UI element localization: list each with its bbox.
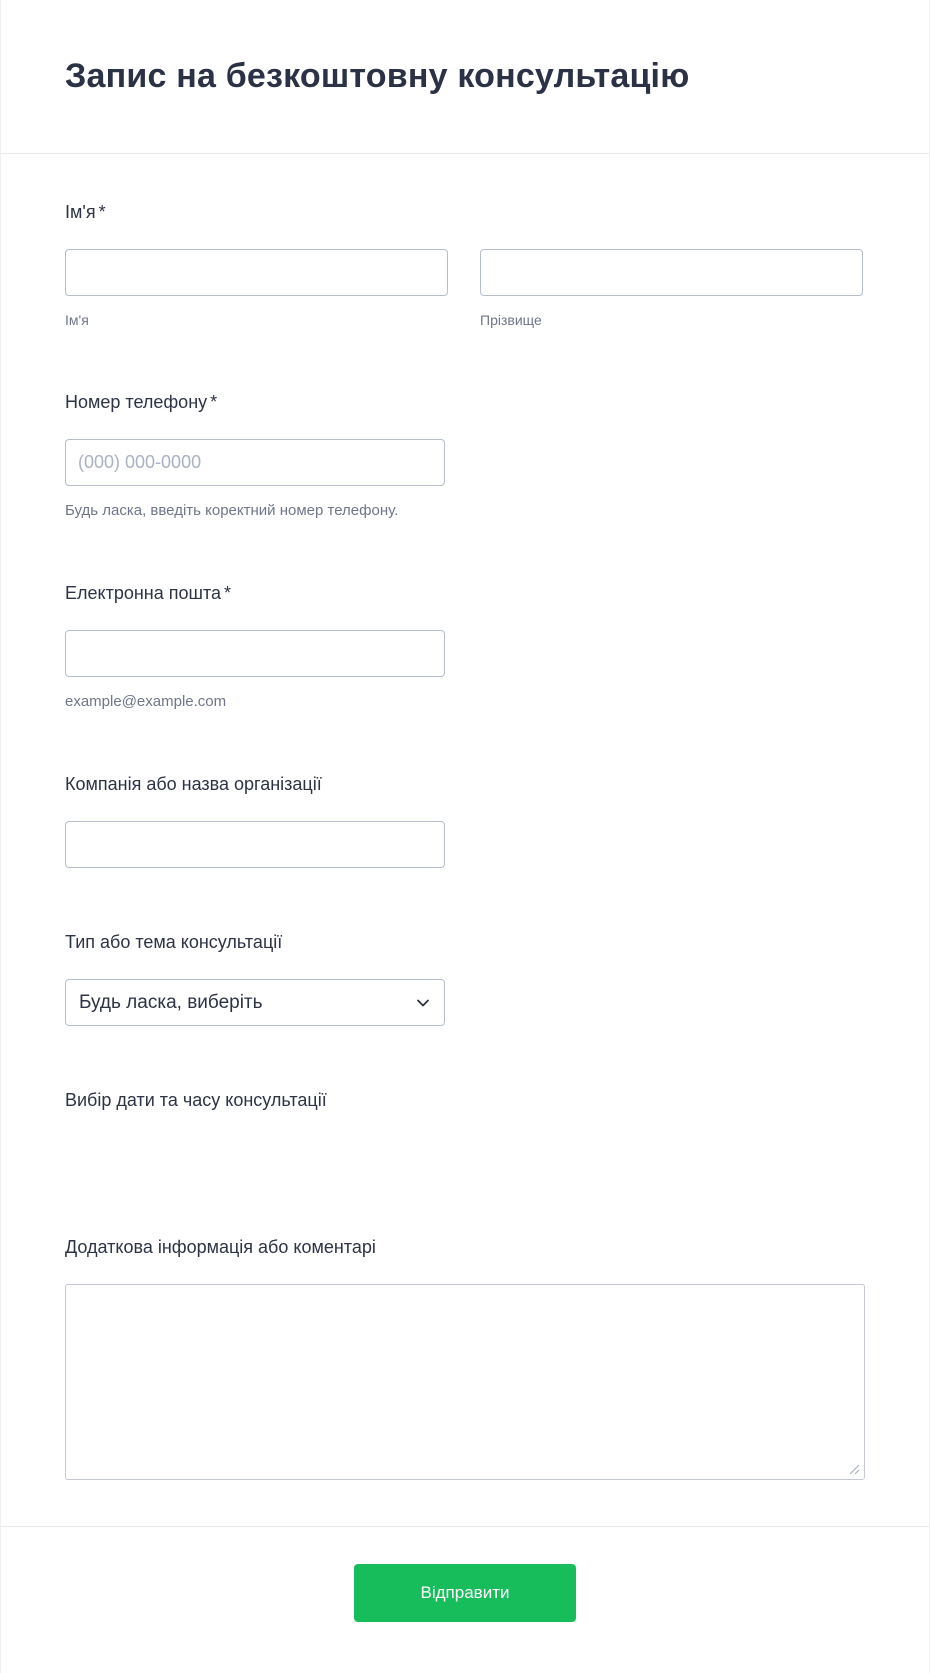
required-marker: *: [224, 583, 232, 603]
company-label: Компанія або назва організації: [65, 774, 322, 794]
name-label: [65, 202, 865, 223]
phone-label: [65, 392, 865, 413]
name-field: [65, 202, 865, 328]
page-title: Запис на безкоштовну консультацію: [65, 57, 690, 95]
comments-field: [65, 1237, 865, 1480]
chevron-down-icon: [415, 995, 431, 1011]
email-field: [65, 583, 865, 710]
phone-label-text: Номер телефону: [65, 392, 208, 412]
email-label-text: Електронна пошта: [65, 583, 222, 603]
name-inputs-row: [65, 249, 865, 328]
phone-hint: Будь ласка, введіть коректний номер телефону.: [65, 502, 399, 519]
required-marker: *: [210, 392, 218, 412]
email-label: [65, 583, 865, 604]
form-body: [1, 202, 929, 1480]
comments-textarea[interactable]: [65, 1284, 865, 1480]
first-name-input[interactable]: [65, 249, 448, 296]
email-hint: example@example.com: [65, 693, 227, 710]
company-input[interactable]: [65, 821, 445, 868]
first-name-column: [65, 249, 448, 328]
last-name-input[interactable]: [480, 249, 863, 296]
appointment-field: [65, 1090, 865, 1157]
consultation-type-selected-value: Будь ласка, виберіть: [79, 991, 263, 1013]
submit-button[interactable]: Відправити: [354, 1564, 576, 1622]
email-input[interactable]: [65, 630, 445, 677]
phone-input[interactable]: [65, 439, 445, 486]
first-name-sublabel: Ім'я: [65, 312, 89, 328]
company-field: [65, 774, 865, 868]
consultation-type-label: Тип або тема консультації: [65, 932, 283, 952]
last-name-sublabel: Прізвище: [480, 312, 542, 328]
phone-field: [65, 392, 865, 519]
form-header: [1, 0, 929, 154]
comments-textarea-wrap: [65, 1284, 865, 1480]
comments-label: Додаткова інформація або коментарі: [65, 1237, 376, 1257]
name-label-text: Ім'я: [65, 202, 96, 222]
form-footer: [1, 1526, 929, 1673]
appointment-label: Вибір дати та часу консультації: [65, 1090, 327, 1110]
last-name-column: [480, 249, 863, 328]
consultation-type-field: [65, 932, 865, 1026]
appointment-widget-area: [65, 1137, 865, 1157]
required-marker: *: [98, 202, 106, 222]
consultation-type-select[interactable]: [65, 979, 445, 1026]
